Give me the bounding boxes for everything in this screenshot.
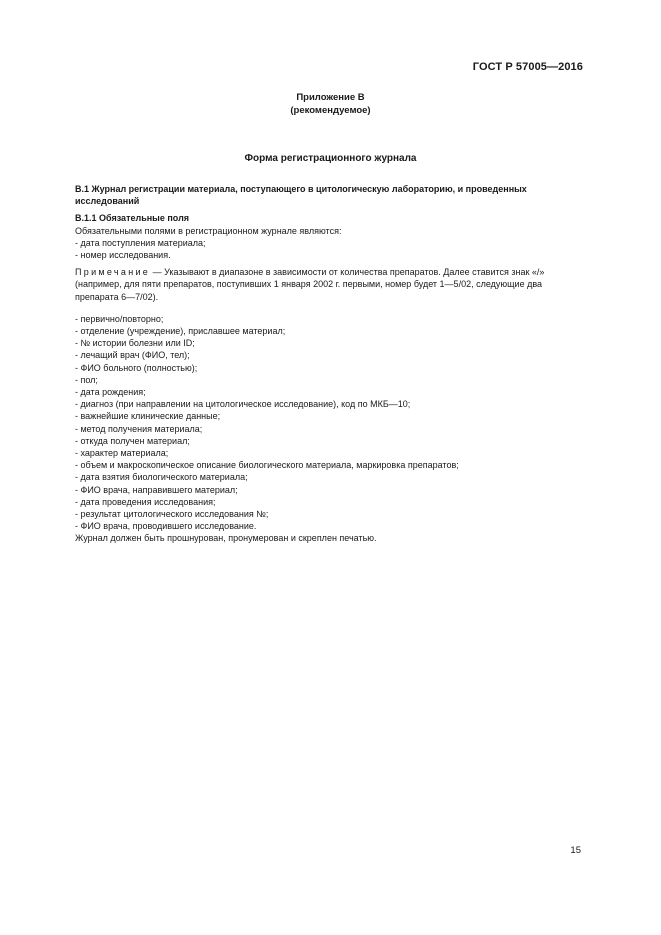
list-item: - дата проведения исследования;: [75, 496, 216, 507]
list-item: - характер материала;: [75, 448, 169, 459]
note: [75, 266, 587, 303]
form-title: Форма регистрационного журнала: [244, 153, 417, 164]
list-item: - объем и макроскопическое описание биологического материала, маркировка препаратов;: [75, 460, 459, 471]
appendix-title: Приложение В: [296, 92, 365, 103]
fields-list: [75, 313, 587, 533]
subsection-heading: В.1.1 Обязательные поля: [75, 213, 190, 224]
list-item: - пол;: [75, 374, 98, 385]
page-number: 15: [570, 845, 581, 856]
list-item: - первично/повторно;: [75, 313, 164, 324]
note-label: Примечание: [75, 267, 151, 278]
list-item: - метод получения материала;: [75, 423, 203, 434]
mandatory-fields-list: [75, 237, 587, 261]
list-item: - важнейшие клинические данные;: [75, 411, 221, 422]
list-item: - откуда получен материал;: [75, 435, 190, 446]
list-item: - дата рождения;: [75, 387, 146, 398]
list-item: - диагноз (при направлении на цитологическое исследование), код по МКБ—10;: [75, 399, 411, 410]
document-code: ГОСТ Р 57005—2016: [472, 61, 583, 73]
section-content: [75, 183, 587, 545]
list-item: - лечащий врач (ФИО, тел);: [75, 350, 190, 361]
list-item: - № истории болезни или ID;: [75, 338, 195, 349]
list-item: - номер исследования.: [75, 250, 171, 261]
list-item: - отделение (учреждение), приславшее материал;: [75, 326, 286, 337]
note-text: — Указывают в диапазоне в зависимости от количества препаратов. Далее ставится знак «/» (например, для пяти препаратов, поступивших 1 января 2002 г. первыми, номер будет 1—5/02, следующие два препарата 6—7/02).: [75, 267, 545, 302]
closing-text: Журнал должен быть прошнурован, пронумерован и скреплен печатью.: [75, 533, 377, 544]
list-item: - результат цитологического исследования №;: [75, 509, 269, 520]
intro-text: Обязательными полями в регистрационном журнале являются:: [75, 225, 342, 236]
list-item: - дата поступления материала;: [75, 237, 206, 248]
list-item: - ФИО врача, проводившего исследование.: [75, 521, 257, 532]
list-item: - дата взятия биологического материала;: [75, 472, 248, 483]
appendix-subtitle: (рекомендуемое): [290, 104, 371, 116]
appendix-header: [0, 92, 661, 117]
spacer: [75, 303, 587, 313]
list-item: - ФИО врача, направившего материал;: [75, 484, 238, 495]
list-item: - ФИО больного (полностью);: [75, 362, 198, 373]
section-heading: В.1 Журнал регистрации материала, поступающего в цитологическую лабораторию, и проведенных исследований: [75, 184, 527, 207]
